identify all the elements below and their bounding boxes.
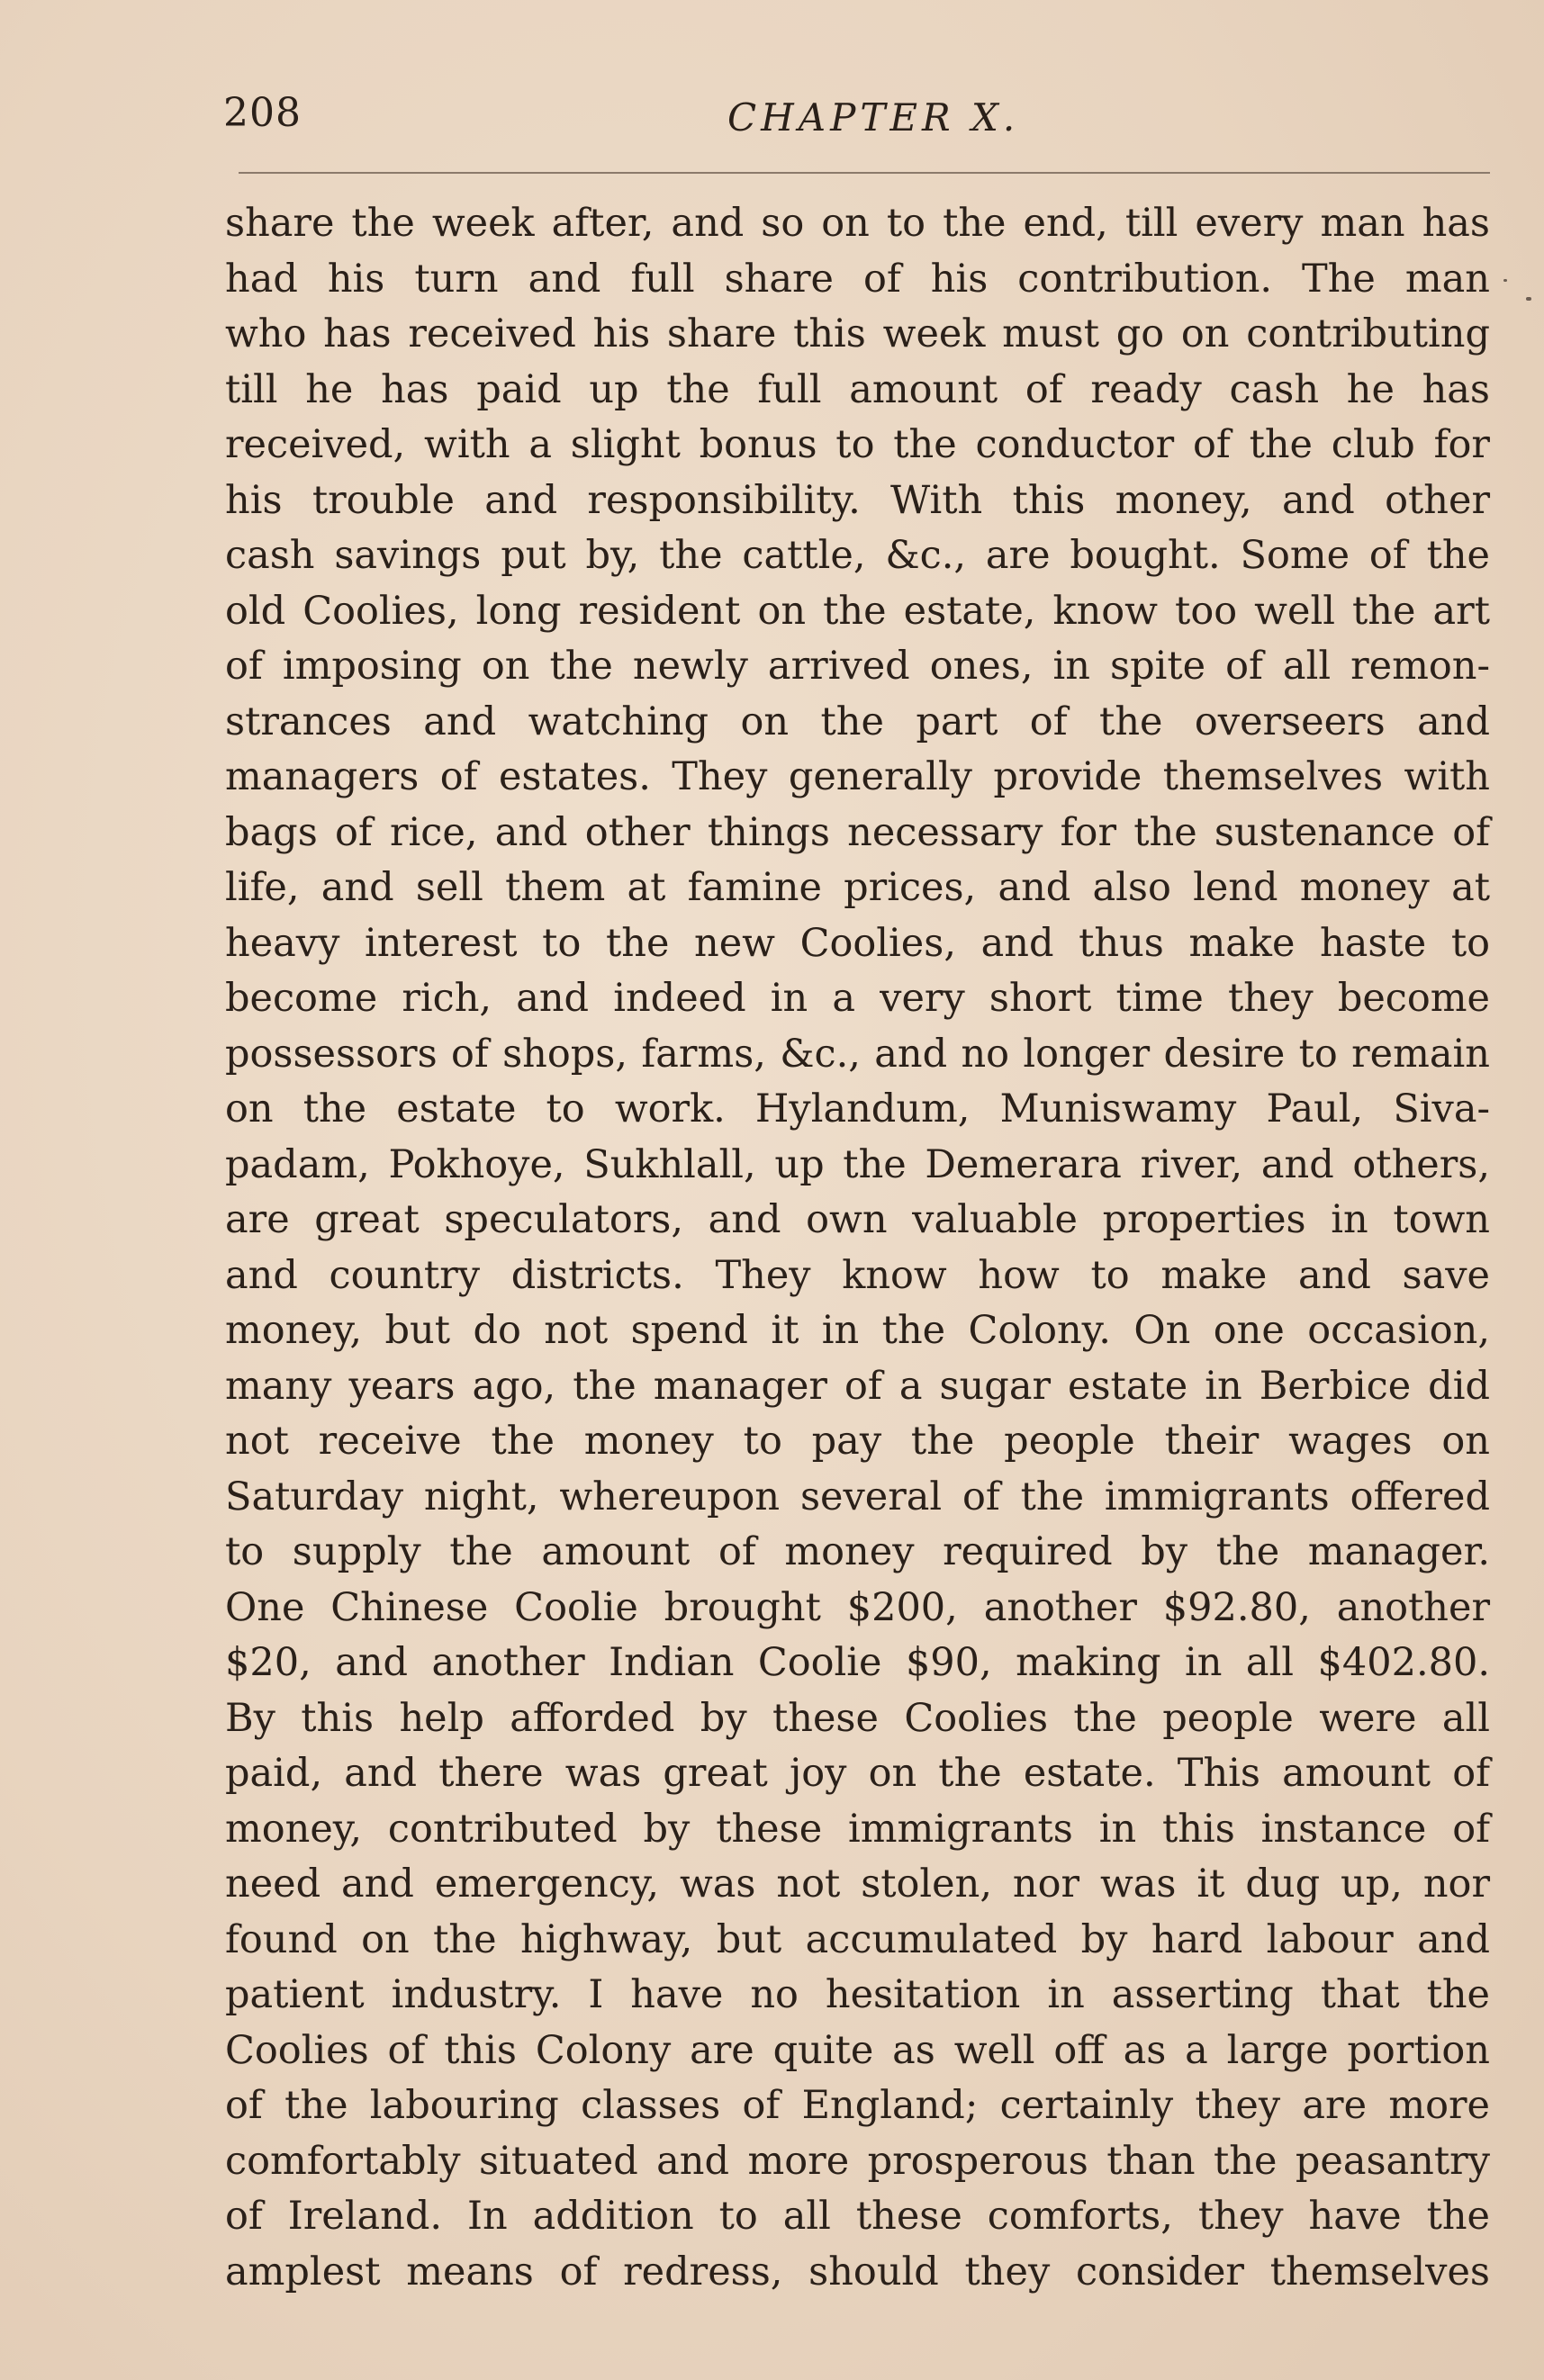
text-line: need and emergency, was not stolen, nor was it dug up, nor (225, 1862, 1490, 1907)
paper-speck (1526, 297, 1531, 301)
text-line: cash savings put by, the cattle, &c., are bought. Some of the (225, 533, 1490, 578)
text-line: of Ireland. In addition to all these comforts, they have the (225, 2194, 1490, 2239)
text-line: till he has paid up the full amount of ready cash he has (225, 366, 1490, 412)
text-line: had his turn and full share of his contribution. The man (225, 256, 1490, 302)
text-line: life, and sell them at famine prices, and also lend money at (225, 865, 1490, 910)
text-line: of the labouring classes of England; certainly they are more (225, 2083, 1490, 2128)
page-number: 208 (223, 90, 302, 136)
running-head: CHAPTER X. (727, 95, 1020, 140)
text-line: patient industry. I have no hesitation in asserting that the (225, 1972, 1490, 2017)
text-line: paid, and there was great joy on the estate. This amount of (225, 1751, 1490, 1796)
text-line: not receive the money to pay the people their wages on (225, 1419, 1490, 1464)
text-line: found on the highway, but accumulated by hard labour and (225, 1916, 1490, 1962)
text-line: received, with a slight bonus to the conductor of the club for (225, 422, 1490, 467)
text-line: money, contributed by these immigrants in this instance of (225, 1806, 1490, 1852)
text-line: comfortably situated and more prosperous than the peasantry (225, 2138, 1490, 2184)
header-rule (239, 172, 1490, 174)
paper-speck (1503, 279, 1507, 282)
body-text (225, 196, 1490, 2300)
text-line: padam, Pokhoye, Sukhlall, up the Demerara river, and others, (225, 1141, 1490, 1187)
text-line: By this help afforded by these Coolies the people were all (225, 1695, 1490, 1741)
text-line: to supply the amount of money required by the manager. (225, 1529, 1490, 1574)
text-line: possessors of shops, farms, &c., and no longer desire to remain (225, 1031, 1490, 1077)
text-line: share the week after, and so on to the end, till every man has (225, 201, 1490, 246)
text-line: Coolies of this Colony are quite as well off as a large portion (225, 2027, 1490, 2073)
text-line: bags of rice, and other things necessary for the sustenance of (225, 809, 1490, 855)
text-line: are great speculators, and own valuable properties in town (225, 1197, 1490, 1242)
text-line: who has received his share this week must go on contributing (225, 311, 1490, 356)
text-line: his trouble and responsibility. With this money, and other (225, 477, 1490, 523)
text-line: of imposing on the newly arrived ones, in spite of all remon- (225, 644, 1490, 689)
text-line: on the estate to work. Hylandum, Muniswamy Paul, Siva- (225, 1086, 1490, 1131)
text-line: many years ago, the manager of a sugar estate in Berbice did (225, 1363, 1490, 1409)
text-line: become rich, and indeed in a very short time they become (225, 976, 1490, 1021)
page-header (223, 90, 1488, 153)
text-line: amplest means of redress, should they consider themselves (225, 2249, 1490, 2294)
text-line: managers of estates. They generally provide themselves with (225, 754, 1490, 799)
text-line: strances and watching on the part of the overseers and (225, 699, 1490, 744)
text-line: old Coolies, long resident on the estate, know too well the art (225, 588, 1490, 634)
text-line: heavy interest to the new Coolies, and thus make haste to (225, 920, 1490, 966)
text-line: $20, and another Indian Coolie $90, making in all $402.80. (225, 1640, 1490, 1685)
text-line: money, but do not spend it in the Colony. On one occasion, (225, 1308, 1490, 1353)
text-line: One Chinese Coolie brought $200, another $92.80, another (225, 1584, 1490, 1630)
text-line: Saturday night, whereupon several of the immigrants offered (225, 1474, 1490, 1519)
text-line: and country districts. They know how to make and save (225, 1252, 1490, 1298)
